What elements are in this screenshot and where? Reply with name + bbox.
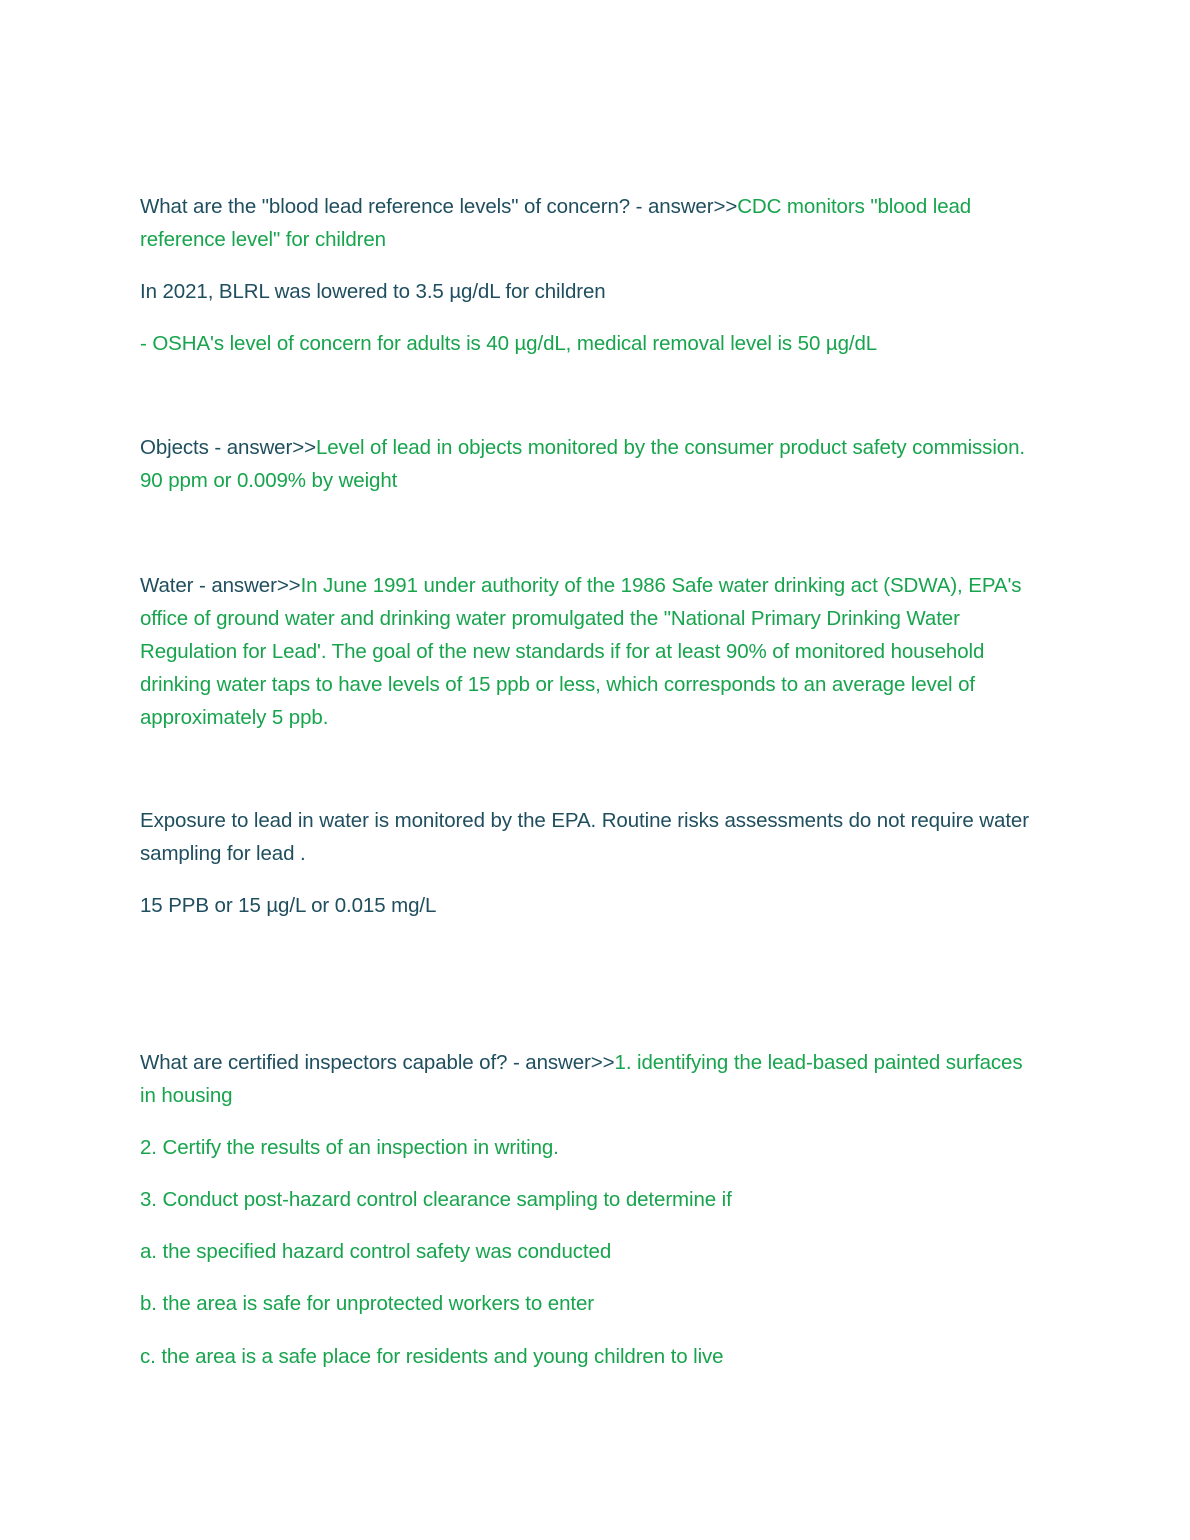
answer-item-2: 2. Certify the results of an inspection in writing. xyxy=(140,1136,559,1159)
question-text: What are certified inspectors capable of? - answer>> xyxy=(140,1051,615,1074)
paragraph-water-limit: 15 PPB or 15 µg/L or 0.015 mg/L xyxy=(140,894,437,917)
question-text: Objects - answer>> xyxy=(140,436,316,459)
answer-item-3c: c. the area is a safe place for residents and young children to live xyxy=(140,1345,724,1368)
question-text: What are the "blood lead reference levels" of concern? - answer>> xyxy=(140,195,738,218)
answer-osha-level: - OSHA's level of concern for adults is 40 µg/dL, medical removal level is 50 µg/dL xyxy=(140,332,878,355)
answer-item-3: 3. Conduct post-hazard control clearance sampling to determine if xyxy=(140,1188,732,1211)
answer-item-3a: a. the specified hazard control safety was conducted xyxy=(140,1240,612,1263)
answer-text: 1. identifying the lead-based painted surfaces in housing xyxy=(140,1051,1023,1107)
qa-water xyxy=(140,569,1040,734)
answer-text: Level of lead in objects monitored by the consumer product safety commission. 90 ppm or 0.009% by weight xyxy=(140,436,1025,492)
paragraph-blrl-2021: In 2021, BLRL was lowered to 3.5 µg/dL for children xyxy=(140,280,606,303)
qa-objects xyxy=(140,431,1040,497)
qa-blood-lead-reference-levels xyxy=(140,190,1040,256)
answer-text: In June 1991 under authority of the 1986 Safe water drinking act (SDWA), EPA's office of ground water and drinking water promulgated the "National Primary Drinking Water Regulation for Lead'. The goal of the new standards if for at least 90% of monitored household drinking water taps to have levels of 15 ppb or less, which corresponds to an average level of approximately 5 ppb. xyxy=(140,574,1022,729)
paragraph-water-exposure: Exposure to lead in water is monitored by the EPA. Routine risks assessments do not require water sampling for lead . xyxy=(140,809,1029,865)
answer-text: CDC monitors "blood lead reference level" for children xyxy=(140,195,972,251)
question-text: Water - answer>> xyxy=(140,574,301,597)
qa-certified-inspectors xyxy=(140,1046,1040,1112)
answer-item-3b: b. the area is safe for unprotected workers to enter xyxy=(140,1292,595,1315)
